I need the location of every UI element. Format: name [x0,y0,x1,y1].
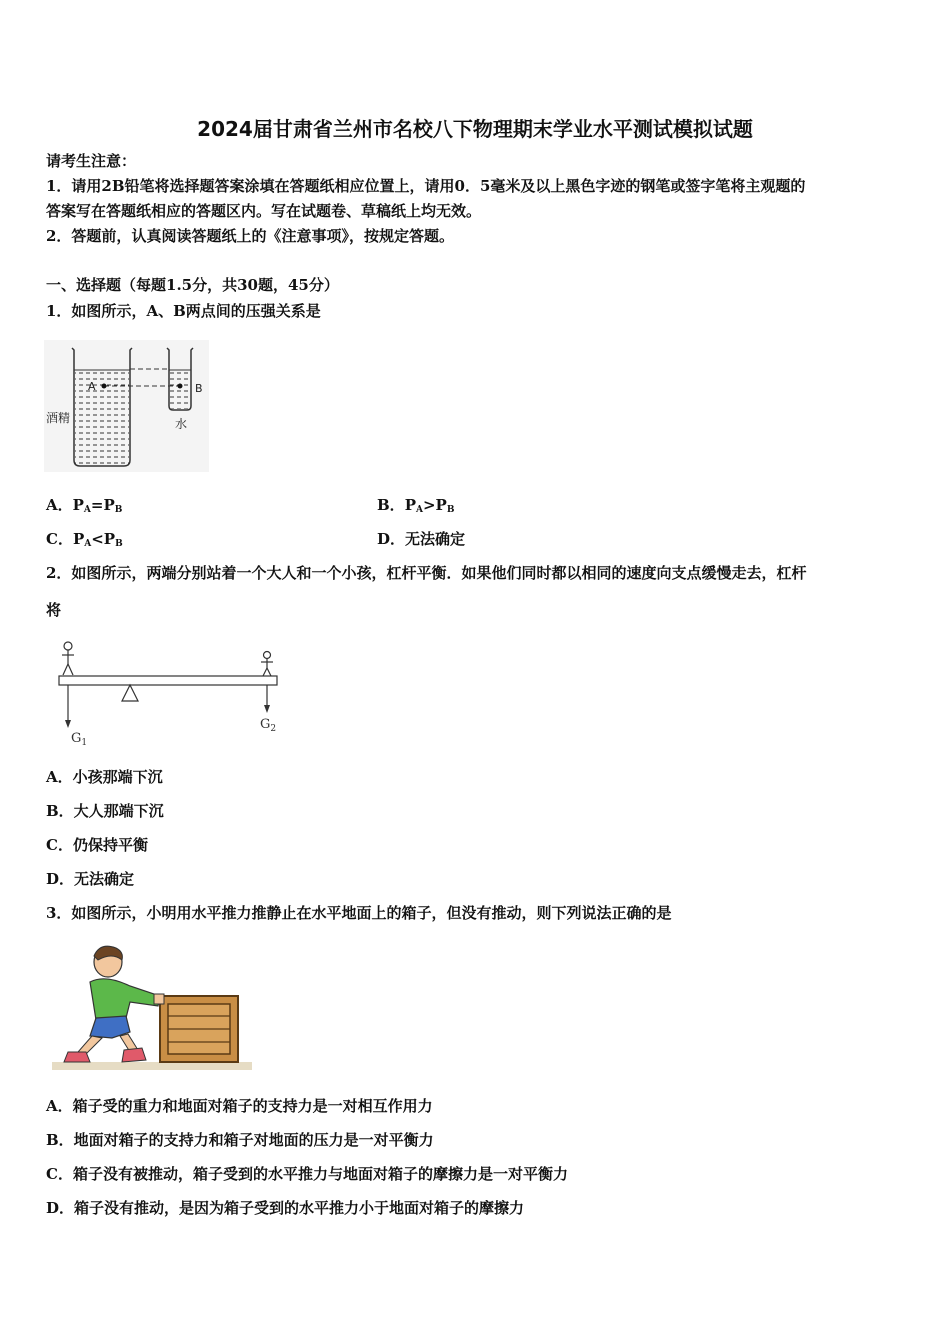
lever-bar [59,676,277,685]
question-2-stem-line-2: 将 [46,601,62,619]
point-a-dot [102,384,107,389]
g2-label: $G_2$ [260,717,277,734]
q2-option-b: B．大人那端下沉 [46,802,164,820]
fulcrum [122,685,138,701]
adult-figure [62,642,74,675]
notice-line-3: 2．答题前，认真阅读答题纸上的《注意事项》，按规定答题。 [46,227,454,245]
q3-option-d: D．箱子没有推动，是因为箱子受到的水平推力小于地面对箱子的摩擦力 [46,1199,525,1217]
notice-line-2: 答案写在答题纸相应的答题区内。写在试题卷、草稿纸上均无效。 [46,202,482,220]
boy-figure [64,946,164,1062]
child-figure [261,652,273,677]
label-water: 水 [175,417,188,431]
ground [52,1062,252,1070]
g1-label: $G_1$ [71,731,88,748]
label-a: A [88,380,96,393]
boy-pushing-box-figure [50,940,255,1075]
q1-option-d: D．无法确定 [377,530,466,548]
q1-option-c: C．$P_A<P_B$ [46,530,123,549]
notice-heading: 请考生注意： [46,152,137,170]
question-1-stem: 1．如图所示，A、B两点间的压强关系是 [46,302,321,320]
lever-figure [55,638,285,748]
q3-option-c: C．箱子没有被推动，箱子受到的水平推力与地面对箱子的摩擦力是一对平衡力 [46,1165,568,1183]
page-title: 2024届甘肃省兰州市名校八下物理期末学业水平测试模拟试题 [197,117,753,141]
question-2-stem-line-1: 2．如图所示，两端分别站着一个大人和一个小孩，杠杆平衡．如果他们同时都以相同的速度向支点缓慢走去，杠杆 [46,564,807,582]
q2-option-d: D．无法确定 [46,870,135,888]
q2-option-a: A．小孩那端下沉 [46,768,163,786]
label-b: B [195,382,203,395]
section-heading: 一、选择题（每题1.5分，共30题，45分） [46,276,339,294]
q1-option-b: B．$P_A>P_B$ [377,496,455,515]
q1-option-a: A．$P_A=P_B$ [46,496,123,515]
wooden-box [160,996,238,1062]
notice-line-1: 1．请用2B铅笔将选择题答案涂填在答题纸相应位置上，请用0．5毫米及以上黑色字迹的钢笔或签字笔将主观题的 [46,177,806,195]
point-b-dot [178,384,183,389]
label-alcohol: 酒精 [46,411,71,425]
beakers-figure [44,340,209,472]
q3-option-a: A．箱子受的重力和地面对箱子的支持力是一对相互作用力 [46,1097,433,1115]
q2-option-c: C．仍保持平衡 [46,836,148,854]
question-3-stem: 3．如图所示，小明用水平推力推静止在水平地面上的箱子，但没有推动，则下列说法正确的是 [46,904,672,922]
q3-option-b: B．地面对箱子的支持力和箱子对地面的压力是一对平衡力 [46,1131,434,1149]
